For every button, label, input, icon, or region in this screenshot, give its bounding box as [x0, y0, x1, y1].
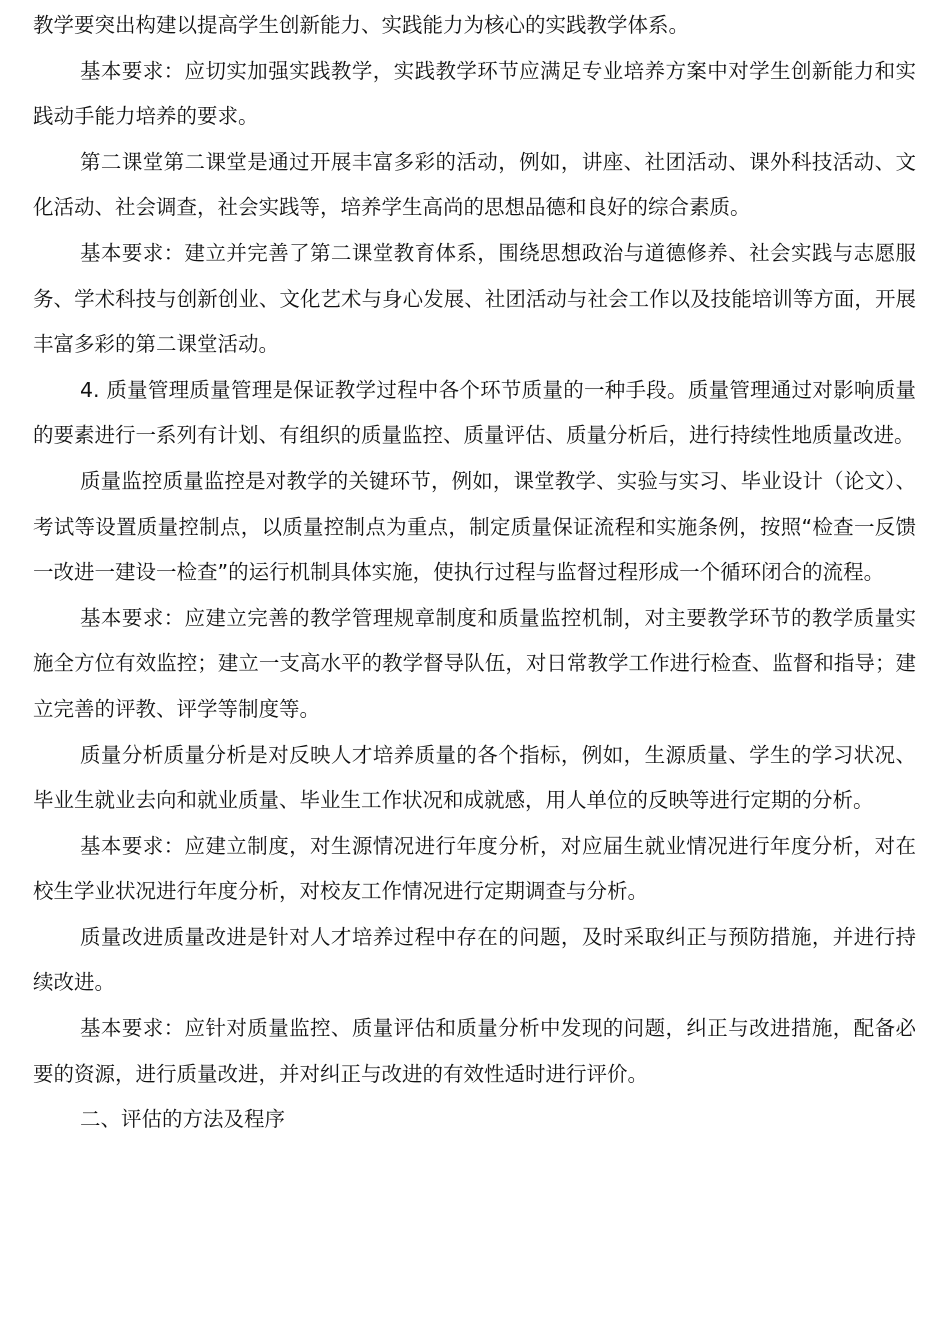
paragraph-improvement-requirement: 基本要求：应针对质量监控、质量评估和质量分析中发现的问题，纠正与改进措施，配备必要的资源，进行质量改进，并对纠正与改进的有效性适时进行评价。: [33, 1016, 916, 1086]
paragraph-quality-management: 4. 质量管理质量管理是保证教学过程中各个环节质量的一种手段。质量管理通过对影响质量的要素进行一系列有计划、有组织的质量监控、质量评估、质量分析后，进行持续性地质量改进。: [33, 377, 916, 448]
section-heading: 二、评估的方法及程序: [80, 1107, 285, 1132]
paragraph-second-classroom-requirement: 基本要求：建立并完善了第二课堂教育体系，围绕思想政治与道德修养、社会实践与志愿服务、学术科技与创新创业、文化艺术与身心发展、社团活动与社会工作以及技能培训等方面，开展丰富多彩的第二课堂活动。: [33, 240, 916, 357]
paragraph-monitoring-requirement: 基本要求：应建立完善的教学管理规章制度和质量监控机制，对主要教学环节的教学质量实施全方位有效监控；建立一支高水平的教学督导队伍，对日常教学工作进行检查、监督和指导；建立完善的评教、评学等制度等。: [33, 605, 916, 721]
paragraph-quality-improvement: 质量改进质量改进是针对人才培养过程中存在的问题，及时采取纠正与预防措施，并进行持续改进。: [33, 924, 916, 995]
paragraph-practice-requirement: 基本要求：应切实加强实践教学，实践教学环节应满足专业培养方案中对学生创新能力和实践动手能力培养的要求。: [33, 58, 916, 129]
paragraph-analysis-requirement: 基本要求：应建立制度，对生源情况进行年度分析，对应届生就业情况进行年度分析，对在校生学业状况进行年度分析，对校友工作情况进行定期调查与分析。: [33, 833, 916, 904]
paragraph-intro: 教学要突出构建以提高学生创新能力、实践能力为核心的实践教学体系。: [33, 13, 689, 37]
paragraph-quality-monitoring: 质量监控质量监控是对教学的关键环节，例如，课堂教学、实验与实习、毕业设计（论文）、考试等设置质量控制点，以质量控制点为重点，制定质量保证流程和实施条例，按照“检查一反馈一改进一建设一检查”的运行机制具体实施，使执行过程与监督过程形成一个循环闭合的流程。: [33, 468, 916, 585]
paragraph-second-classroom: 第二课堂第二课堂是通过开展丰富多彩的活动，例如，讲座、社团活动、课外科技活动、文化活动、社会调查，社会实践等，培养学生高尚的思想品德和良好的综合素质。: [33, 149, 916, 220]
paragraph-quality-analysis: 质量分析质量分析是对反映人才培养质量的各个指标，例如，生源质量、学生的学习状况、毕业生就业去向和就业质量、毕业生工作状况和成就感，用人单位的反映等进行定期的分析。: [33, 742, 916, 813]
